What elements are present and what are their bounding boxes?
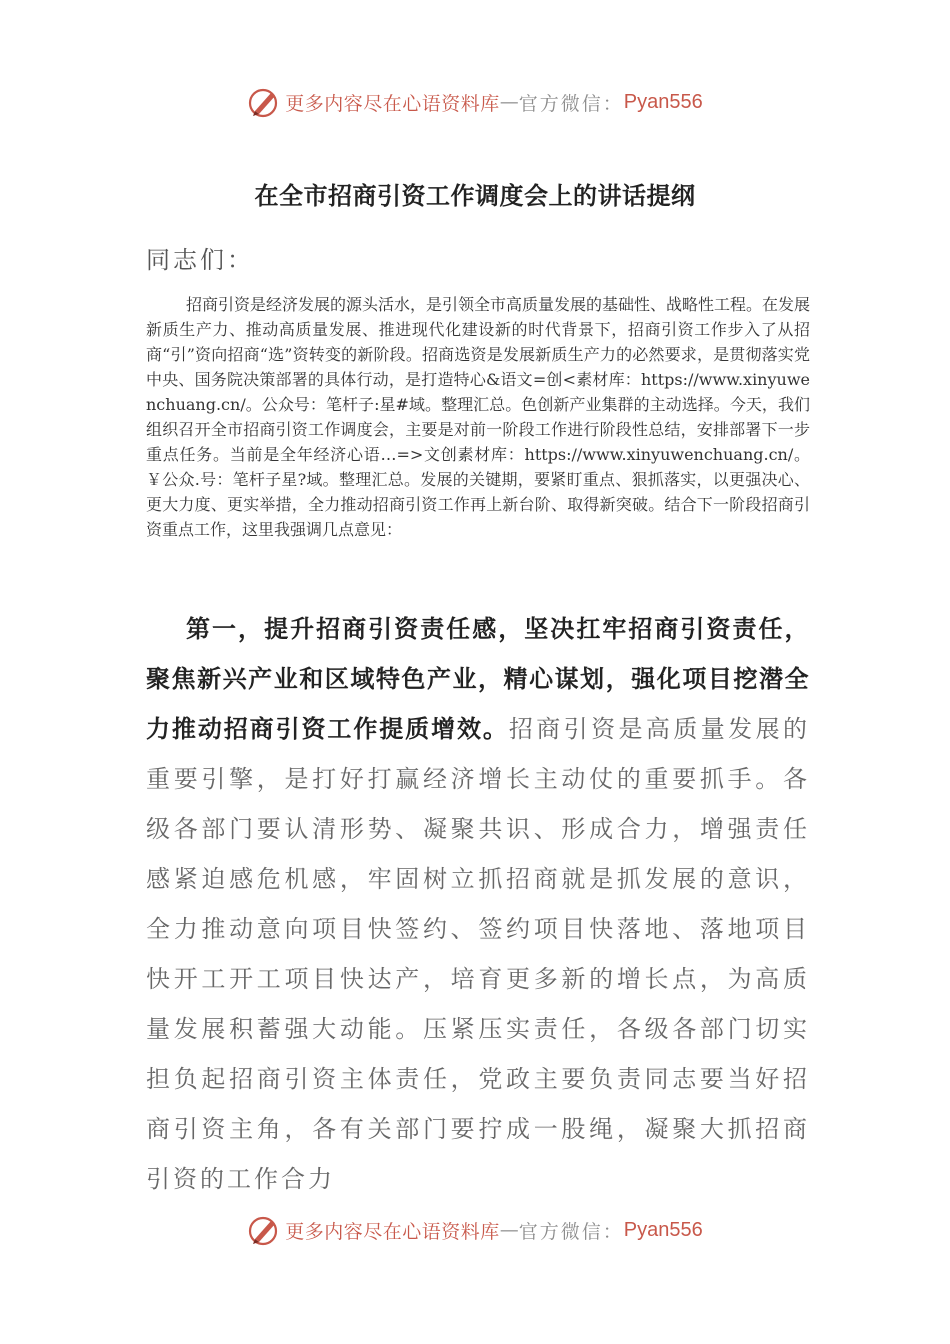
pen-circle-logo-icon [247,85,281,119]
document-greeting: 同志们： [146,246,254,274]
footer-banner [0,1210,950,1250]
footer-banner-wechat-label: 官方微信： [518,1220,624,1243]
footer-banner-text: 更多内容尽在心语资料库 [285,1220,500,1243]
footer-banner-wechat-id: Pyan556 [623,1218,703,1241]
section-1-paragraph [146,604,810,1204]
pen-circle-logo-icon [247,1213,281,1247]
header-banner [0,82,950,122]
banner-separator: — [499,91,519,113]
banner-wechat-id: Pyan556 [623,90,703,113]
intro-paragraph: 招商引资是经济发展的源头活水，是引领全市高质量发展的基础性、战略性工程。在发展新质生产力、推动高质量发展、推进现代化建设新的时代背景下，招商引资工作步入了从招商“引”资向招商“选”资转变的新阶段。招商选资是发展新质生产力的必然要求，是贯彻落实党中央、国务院决策部署的具体行动，是打造特心&语文=创<素材库：https://www.xinyuwenchuang.cn/。公众号：笔杆子:星#域。整理汇总。色创新产业集群的主动选择。今天，我们组织召开全市招商引资工作调度会，主要是对前一阶段工作进行阶段性总结，安排部署下一步重点任务。当前是全年经济心语…=>文创素材库：https://www.xinyuwenchuang.cn/。￥公众.号：笔杆子星?域。整理汇总。发展的关键期，要紧盯重点、狠抓落实，以更强决心、更大力度、更实举措，全力推动招商引资工作再上新台阶、取得新突破。结合下一阶段招商引资重点工作，这里我强调几点意见： [146,295,811,539]
footer-banner-separator: — [499,1219,519,1241]
section-1-body: 招商引资是高质量发展的重要引擎，是打好打赢经济增长主动仗的重要抓手。各级各部门要认清形势、凝聚共识、形成合力，增强责任感紧迫感危机感，牢固树立抓招商就是抓发展的意识，全力推动意向项目快签约、签约项目快落地、落地项目快开工开工项目快达产，培育更多新的增长点，为高质量发展积蓄强大动能。压紧压实责任，各级各部门切实担负起招商引资主体责任，党政主要负责同志要当好招商引资主角，各有关部门要拧成一股绳，凝聚大抓招商引资的工作合力 [146,715,811,1193]
banner-text: 更多内容尽在心语资料库 [285,92,500,115]
section-1-heading: 第一，提升招商引资责任感，坚决扛牢招商引资责任，聚焦新兴产业和区域特色产业，精心谋划，强化项目挖潜全力推动招商引资工作提质增效。 [146,614,810,743]
document-title: 在全市招商引资工作调度会上的讲话提纲 [254,181,696,210]
banner-wechat-label: 官方微信： [518,92,624,115]
